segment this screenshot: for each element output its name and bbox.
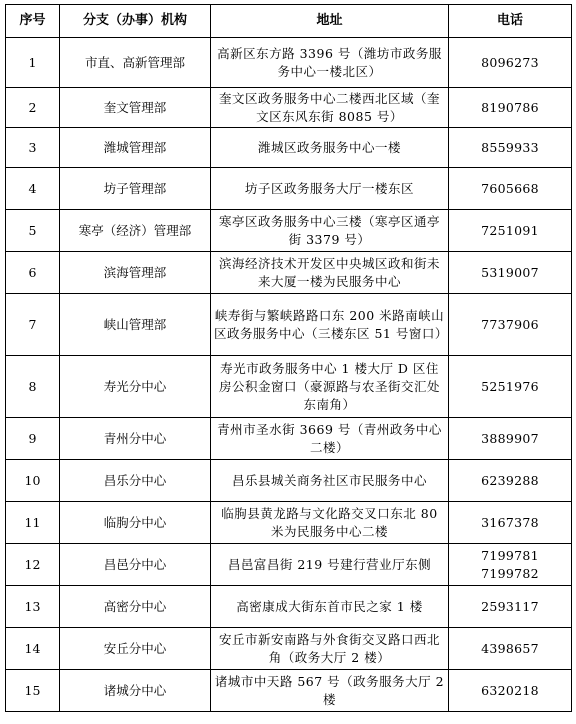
row-address: 滨海经济技术开发区中央城区政和街未来大厦一楼为民服务中心 [211, 252, 449, 294]
phone-number: 7737906 [481, 316, 539, 332]
table-row [6, 586, 572, 628]
row-number: 7 [6, 294, 60, 356]
table-row [6, 670, 572, 712]
table-row [6, 38, 572, 88]
row-address: 峡寿街与繁峡路路口东 200 米路南峡山区政务服务中心（三楼东区 51 号窗口） [211, 294, 449, 356]
row-phone [449, 670, 572, 712]
row-phone [449, 418, 572, 460]
phone-number: 6239288 [481, 472, 539, 488]
row-org: 高密分中心 [60, 586, 211, 628]
row-number: 2 [6, 88, 60, 128]
table-row [6, 252, 572, 294]
row-number: 8 [6, 356, 60, 418]
row-address: 临朐县黄龙路与文化路交叉口东北 80 米为民服务中心二楼 [211, 502, 449, 544]
row-number: 5 [6, 210, 60, 252]
row-number: 1 [6, 38, 60, 88]
row-phone [449, 294, 572, 356]
row-org: 青州分中心 [60, 418, 211, 460]
row-phone [449, 502, 572, 544]
row-phone [449, 252, 572, 294]
row-number: 9 [6, 418, 60, 460]
phone-number: 4398657 [481, 640, 539, 656]
row-address: 青州市圣水街 3669 号（青州政务中心二楼） [211, 418, 449, 460]
phone-number: 3889907 [481, 430, 539, 446]
table-row [6, 356, 572, 418]
row-org: 安丘分中心 [60, 628, 211, 670]
row-number: 10 [6, 460, 60, 502]
table-row [6, 460, 572, 502]
phone-number: 8190786 [481, 99, 539, 115]
row-number: 13 [6, 586, 60, 628]
row-address: 寿光市政务服务中心 1 楼大厅 D 区住房公积金窗口（豪源路与农圣街交汇处东南角） [211, 356, 449, 418]
row-address: 昌乐县城关商务社区市民服务中心 [211, 460, 449, 502]
phone-number: 3167378 [481, 514, 539, 530]
row-org: 诸城分中心 [60, 670, 211, 712]
row-phone [449, 544, 572, 586]
table-row [6, 628, 572, 670]
row-phone [449, 210, 572, 252]
branch-table [5, 4, 572, 712]
row-phone [449, 628, 572, 670]
row-org: 潍城管理部 [60, 128, 211, 168]
table-row [6, 418, 572, 460]
row-phone [449, 168, 572, 210]
row-org: 滨海管理部 [60, 252, 211, 294]
row-address: 高新区东方路 3396 号（潍坊市政务服务中心一楼北区） [211, 38, 449, 88]
row-phone [449, 356, 572, 418]
table-row [6, 210, 572, 252]
phone-number: 8559933 [481, 139, 539, 155]
row-address: 寒亭区政务服务中心三楼（寒亭区通亭街 3379 号） [211, 210, 449, 252]
phone-number: 7605668 [481, 180, 539, 196]
row-address: 坊子区政务服务大厅一楼东区 [211, 168, 449, 210]
row-phone [449, 586, 572, 628]
header-row [6, 5, 572, 38]
row-phone [449, 88, 572, 128]
table-row [6, 294, 572, 356]
row-phone [449, 128, 572, 168]
row-address: 潍城区政务服务中心一楼 [211, 128, 449, 168]
table-row [6, 502, 572, 544]
header-phone: 电话 [449, 5, 572, 38]
row-org: 寒亭（经济）管理部 [60, 210, 211, 252]
row-org: 昌乐分中心 [60, 460, 211, 502]
row-number: 4 [6, 168, 60, 210]
row-address: 安丘市新安南路与外食街交叉路口西北角（政务大厅 2 楼） [211, 628, 449, 670]
table-row [6, 544, 572, 586]
table-row [6, 128, 572, 168]
phone-number: 8096273 [481, 54, 539, 70]
phone-number: 5251976 [481, 378, 539, 394]
row-number: 15 [6, 670, 60, 712]
row-number: 6 [6, 252, 60, 294]
header-org: 分支（办事）机构 [60, 5, 211, 38]
row-address: 高密康成大街东首市民之家 1 楼 [211, 586, 449, 628]
table-header [6, 5, 572, 38]
table-row [6, 88, 572, 128]
row-org: 寿光分中心 [60, 356, 211, 418]
header-addr: 地址 [211, 5, 449, 38]
row-address: 奎文区政务服务中心二楼西北区域（奎文区东风东街 8085 号） [211, 88, 449, 128]
row-org: 临朐分中心 [60, 502, 211, 544]
row-org: 昌邑分中心 [60, 544, 211, 586]
table-row [6, 168, 572, 210]
row-address: 诸城市中天路 567 号（政务服务大厅 2 楼 [211, 670, 449, 712]
row-org: 峡山管理部 [60, 294, 211, 356]
row-number: 3 [6, 128, 60, 168]
row-org: 坊子管理部 [60, 168, 211, 210]
row-org: 奎文管理部 [60, 88, 211, 128]
row-phone [449, 38, 572, 88]
row-number: 11 [6, 502, 60, 544]
phone-number: 7251091 [481, 222, 539, 238]
phone-number: 2593117 [481, 598, 539, 614]
row-address: 昌邑富昌街 219 号建行营业厅东侧 [211, 544, 449, 586]
row-number: 14 [6, 628, 60, 670]
phone-number: 7199782 [481, 565, 539, 581]
phone-number: 6320218 [481, 682, 539, 698]
phone-number: 7199781 [481, 547, 539, 563]
phone-number: 5319007 [481, 264, 539, 280]
row-number: 12 [6, 544, 60, 586]
row-org: 市直、高新管理部 [60, 38, 211, 88]
table-body [6, 38, 572, 712]
header-no: 序号 [6, 5, 60, 38]
row-phone [449, 460, 572, 502]
